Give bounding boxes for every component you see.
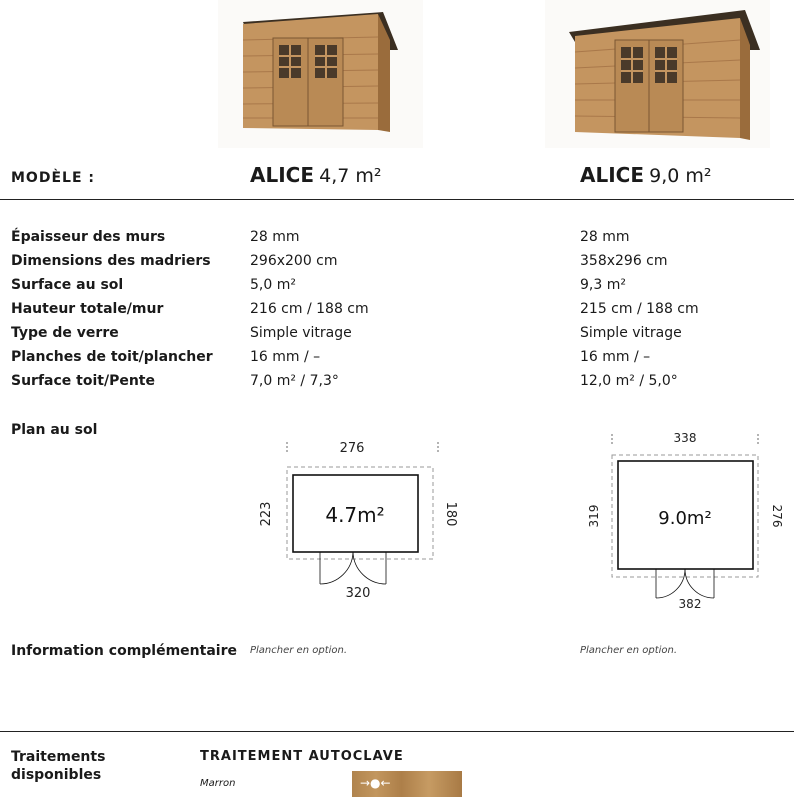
- spec-value: 358x296 cm: [580, 253, 668, 269]
- info-note-2: Plancher en option.: [580, 645, 678, 656]
- spec-value: Simple vitrage: [250, 325, 352, 341]
- treatments-label-line1: Traitements: [11, 749, 106, 765]
- model-title-2: [580, 163, 712, 187]
- plan-right-dimension: 276: [770, 504, 784, 528]
- spec-value: 16 mm / –: [250, 349, 321, 365]
- spec-value: 28 mm: [580, 229, 630, 245]
- floor-plan-large: [580, 428, 794, 618]
- plan-area: 4.7m²: [325, 503, 385, 527]
- plan-left-dimension: 223: [259, 501, 274, 527]
- plan-area: 9.0m²: [658, 508, 712, 529]
- spec-label-roof-area-slope: Surface toit/Pente: [11, 373, 155, 389]
- spec-label-roof-floor-boards: Planches de toit/plancher: [11, 349, 213, 365]
- spec-label-floor-area: Surface au sol: [11, 277, 124, 293]
- spec-value: 16 mm / –: [580, 349, 651, 365]
- model-size-1: 4,7 m²: [319, 165, 382, 187]
- shed-image-small: [218, 0, 423, 148]
- color-swatch-brown: [352, 771, 462, 797]
- treatments-label: [11, 748, 105, 784]
- pressure-treatment-icon: →●←: [360, 776, 391, 790]
- plan-bottom-dimension: 382: [678, 597, 702, 611]
- spec-value: 9,3 m²: [580, 277, 626, 293]
- plan-bottom-dimension: 320: [345, 586, 371, 601]
- plan-top-dimension: 276: [339, 441, 365, 456]
- spec-value: Simple vitrage: [580, 325, 682, 341]
- header-divider: [0, 199, 794, 200]
- shed-image-large: [545, 0, 770, 148]
- model-name-2: ALICE: [580, 163, 645, 187]
- spec-label-height: Hauteur totale/mur: [11, 301, 164, 317]
- spec-label-wall-thickness: Épaisseur des murs: [11, 229, 166, 245]
- floor-plan-small: [250, 432, 470, 607]
- spec-value: 7,0 m² / 7,3°: [250, 373, 339, 389]
- spec-value: 296x200 cm: [250, 253, 338, 269]
- model-size-2: 9,0 m²: [649, 165, 712, 187]
- treatment-title: TRAITEMENT AUTOCLAVE: [200, 749, 404, 764]
- treatment-color-name: Marron: [200, 778, 236, 789]
- spec-label-log-dimensions: Dimensions des madriers: [11, 253, 211, 269]
- model-label: MODÈLE :: [11, 170, 95, 186]
- plan-top-dimension: 338: [673, 431, 697, 445]
- model-title-1: [250, 163, 382, 187]
- treatments-label-line2: disponibles: [11, 767, 102, 783]
- info-note-1: Plancher en option.: [250, 645, 348, 656]
- treatments-divider: [0, 731, 794, 732]
- info-label: Information complémentaire: [11, 643, 237, 659]
- floor-plan-label: Plan au sol: [11, 422, 98, 438]
- spec-value: 28 mm: [250, 229, 300, 245]
- model-name-1: ALICE: [250, 163, 315, 187]
- spec-value: 12,0 m² / 5,0°: [580, 373, 678, 389]
- plan-right-dimension: 180: [443, 501, 458, 527]
- spec-value: 5,0 m²: [250, 277, 296, 293]
- spec-value: 215 cm / 188 cm: [580, 301, 699, 317]
- plan-left-dimension: 319: [587, 504, 601, 528]
- spec-label-glass-type: Type de verre: [11, 325, 119, 341]
- spec-value: 216 cm / 188 cm: [250, 301, 369, 317]
